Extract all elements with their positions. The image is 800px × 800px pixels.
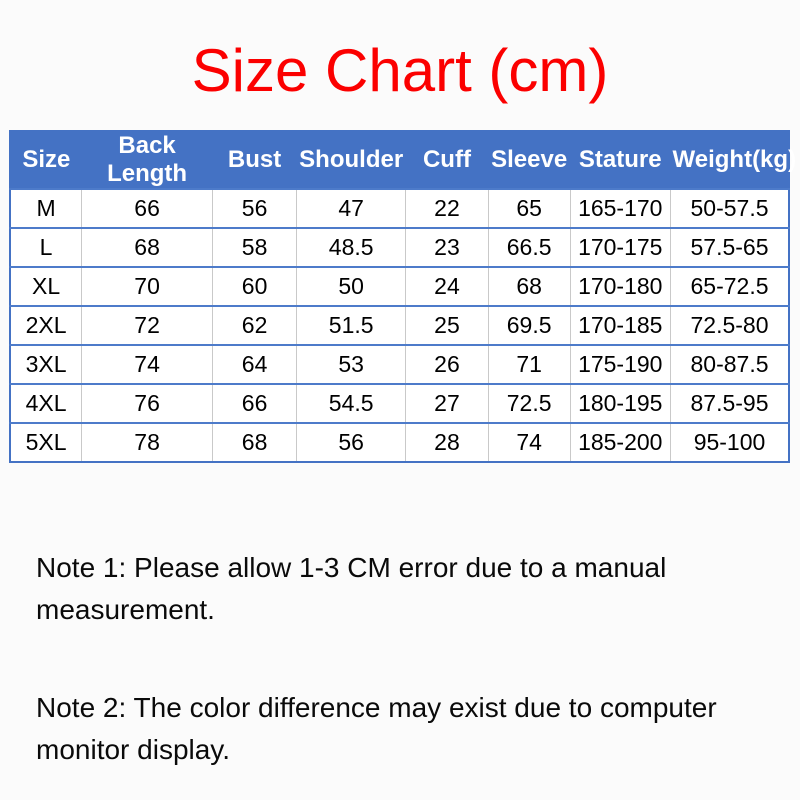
table-cell: 87.5-95 <box>671 384 789 423</box>
table-cell: 54.5 <box>297 384 406 423</box>
note-2: Note 2: The color difference may exist due to computer monitor display. <box>36 692 717 765</box>
size-label: M <box>10 189 82 228</box>
table-header-row <box>10 131 789 189</box>
table-cell: 51.5 <box>297 306 406 345</box>
table-cell: 170-175 <box>570 228 670 267</box>
table-cell: 28 <box>406 423 489 462</box>
table-row-3xl <box>10 345 789 384</box>
table-body <box>10 189 789 462</box>
table-cell: 66 <box>82 189 213 228</box>
table-row-xl <box>10 267 789 306</box>
table-cell: 68 <box>213 423 297 462</box>
table-cell: 22 <box>406 189 489 228</box>
header-cell-bust: Bust <box>213 131 297 189</box>
header-cell-size: Size <box>10 131 82 189</box>
table-row-2xl <box>10 306 789 345</box>
page-title: Size Chart (cm) <box>191 37 609 104</box>
size-label: 2XL <box>10 306 82 345</box>
table-row-l <box>10 228 789 267</box>
table-cell: 50 <box>297 267 406 306</box>
table-cell: 65-72.5 <box>671 267 789 306</box>
table-cell: 47 <box>297 189 406 228</box>
table-cell: 26 <box>406 345 489 384</box>
table-cell: 71 <box>488 345 570 384</box>
table-cell: 25 <box>406 306 489 345</box>
table-cell: 170-185 <box>570 306 670 345</box>
table-cell: 95-100 <box>671 423 789 462</box>
table-row-4xl <box>10 384 789 423</box>
table-cell: 175-190 <box>570 345 670 384</box>
table-cell: 185-200 <box>570 423 670 462</box>
header-cell-stature: Stature <box>570 131 670 189</box>
table-cell: 27 <box>406 384 489 423</box>
header-cell-shoulder: Shoulder <box>297 131 406 189</box>
table-cell: 56 <box>297 423 406 462</box>
table-cell: 60 <box>213 267 297 306</box>
table-cell: 180-195 <box>570 384 670 423</box>
table-cell: 65 <box>488 189 570 228</box>
table-cell: 80-87.5 <box>671 345 789 384</box>
table-cell: 24 <box>406 267 489 306</box>
table-cell: 72.5-80 <box>671 306 789 345</box>
table-cell: 62 <box>213 306 297 345</box>
table-cell: 64 <box>213 345 297 384</box>
table-header <box>10 131 797 189</box>
table-cell: 165-170 <box>570 189 670 228</box>
size-chart-table <box>9 130 797 463</box>
size-label: 4XL <box>10 384 82 423</box>
table-cell: 66 <box>213 384 297 423</box>
table-cell: 68 <box>82 228 213 267</box>
table-cell: 48.5 <box>297 228 406 267</box>
table-cell: 23 <box>406 228 489 267</box>
table-cell: 57.5-65 <box>671 228 789 267</box>
note-1: Note 1: Please allow 1-3 CM error due to a manual measurement. <box>36 552 667 625</box>
table-cell: 68 <box>488 267 570 306</box>
table-cell: 66.5 <box>488 228 570 267</box>
table-cell: 70 <box>82 267 213 306</box>
size-label: 5XL <box>10 423 82 462</box>
size-label: 3XL <box>10 345 82 384</box>
table-cell: 58 <box>213 228 297 267</box>
table-cell: 76 <box>82 384 213 423</box>
header-cell-cuff: Cuff <box>406 131 489 189</box>
table-cell: 170-180 <box>570 267 670 306</box>
table-cell: 72 <box>82 306 213 345</box>
table-cell: 53 <box>297 345 406 384</box>
table-cell: 56 <box>213 189 297 228</box>
table-cell: 72.5 <box>488 384 570 423</box>
table-row-m <box>10 189 789 228</box>
table-cell: 74 <box>82 345 213 384</box>
table-cell: 50-57.5 <box>671 189 789 228</box>
header-cell-sleeve: Sleeve <box>488 131 570 189</box>
header-cell-weight-kg: Weight(kg) <box>671 131 789 189</box>
header-cell-back-length: Back Length <box>82 131 213 189</box>
table-cell: 74 <box>488 423 570 462</box>
size-label: L <box>10 228 82 267</box>
table-row-5xl <box>10 423 789 462</box>
table-cell: 69.5 <box>488 306 570 345</box>
table-cell: 78 <box>82 423 213 462</box>
size-label: XL <box>10 267 82 306</box>
